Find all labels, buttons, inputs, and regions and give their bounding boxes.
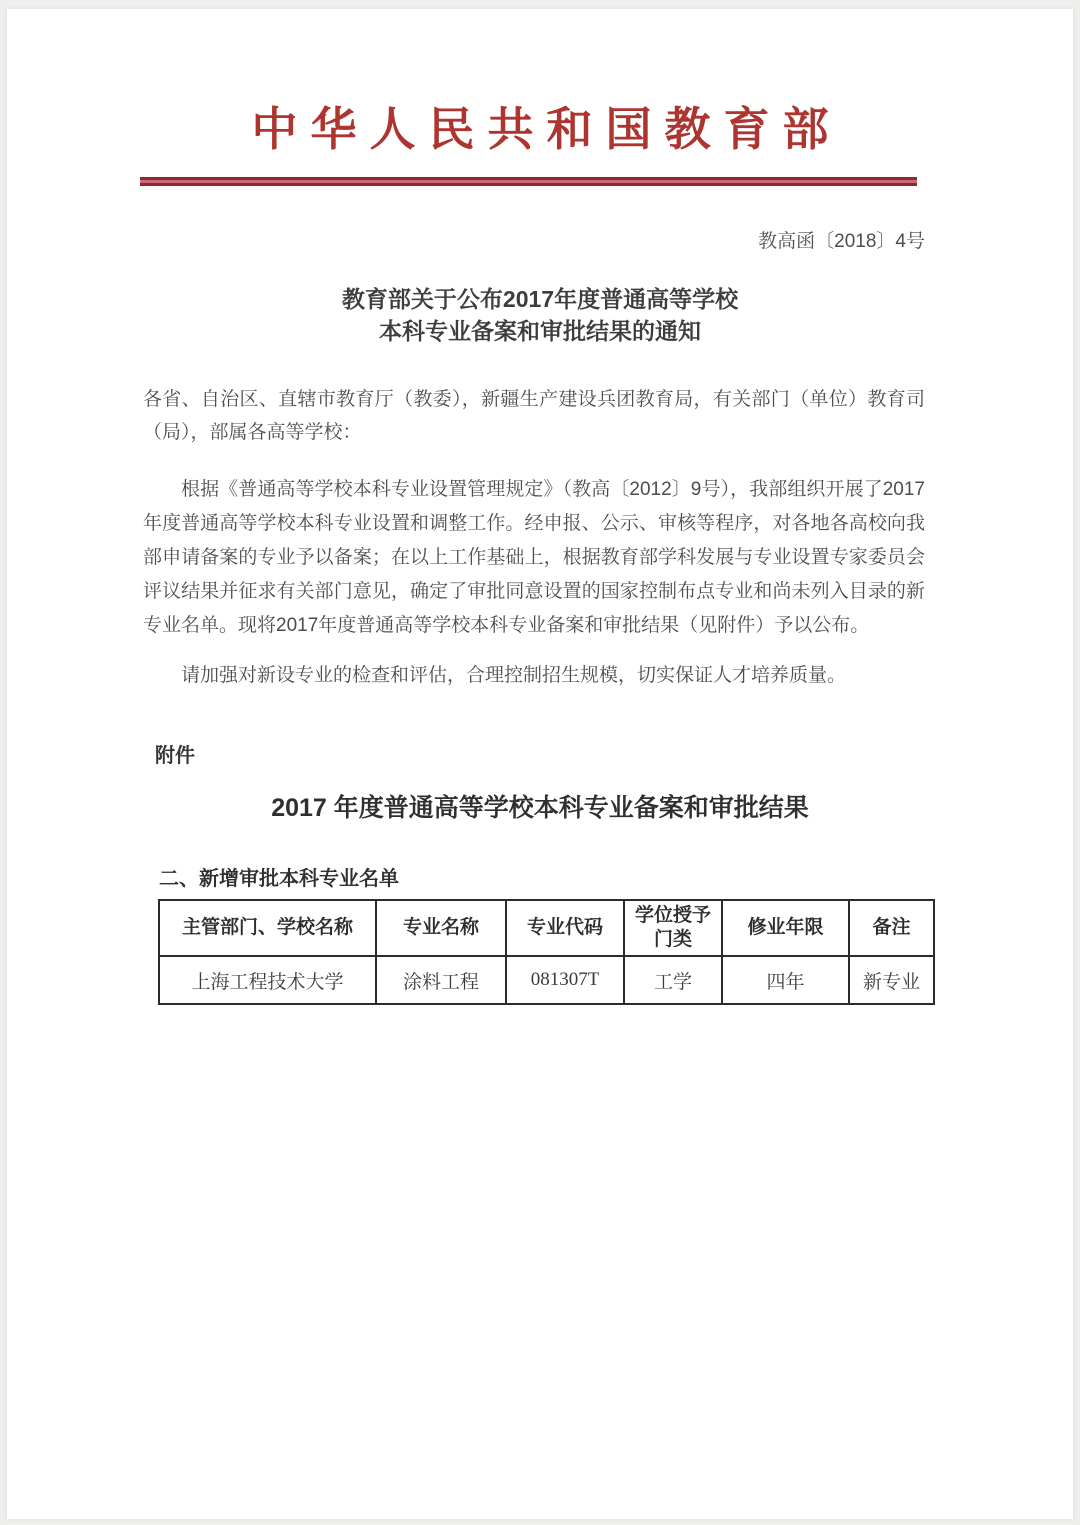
section-heading-new-approved-majors: 二、新增审批本科专业名单 [159, 868, 399, 890]
doc-number: 教高函〔2018〕4号 [758, 231, 925, 252]
letterhead-rule [140, 177, 917, 186]
attachment-title: 2017 年度普通高等学校本科专业备案和审批结果 [271, 794, 809, 822]
cell-remarks: 新专业 [849, 956, 934, 1004]
approval-results-table [158, 899, 935, 1005]
cell-degree-category: 工学 [624, 956, 722, 1004]
cell-school-name: 上海工程技术大学 [159, 956, 376, 1004]
col-header-authority-school: 主管部门、学校名称 [159, 900, 376, 956]
doc-title-line-2: 本科专业备案和审批结果的通知 [379, 318, 701, 344]
col-header-major-name: 专业名称 [376, 900, 506, 956]
doc-title-line-1: 教育部关于公布2017年度普通高等学校 [341, 286, 739, 312]
cell-major-name: 涂料工程 [376, 956, 506, 1004]
attachment-label: 附件 [155, 745, 195, 767]
salutation: 各省、自治区、直辖市教育厅（教委），新疆生产建设兵团教育局，有关部门（单位）教育司（局），部属各高等学校： [143, 389, 925, 443]
body-paragraph-2: 请加强对新设专业的检查和评估，合理控制招生规模，切实保证人才培养质量。 [181, 665, 847, 686]
col-header-degree-category: 学位授予门类 [624, 900, 722, 956]
cell-study-duration: 四年 [722, 956, 849, 1004]
letter-page [7, 9, 1073, 1519]
col-header-study-duration: 修业年限 [722, 900, 849, 956]
col-header-major-code: 专业代码 [506, 900, 624, 956]
doc-title [7, 283, 1073, 347]
table-row [159, 956, 934, 1004]
body-paragraph-1: 根据《普通高等学校本科专业设置管理规定》（教高〔2012〕9号），我部组织开展了2017年度普通高等学校本科专业设置和调整工作。经申报、公示、审核等程序，对各地各高校向我部申请备案的专业予以备案；在以上工作基础上，根据教育部学科发展与专业设置专家委员会评议结果并征求有关部门意见，确定了审批同意设置的国家控制布点专业和尚未列入目录的新专业名单。现将2017年度普通高等学校本科专业备案和审批结果（见附件）予以公布。 [143, 479, 925, 636]
col-header-remarks: 备注 [849, 900, 934, 956]
letterhead-org-name: 中华人民共和国教育部 [251, 104, 842, 155]
cell-major-code: 081307T [506, 956, 624, 1004]
table-header-row [159, 900, 934, 956]
